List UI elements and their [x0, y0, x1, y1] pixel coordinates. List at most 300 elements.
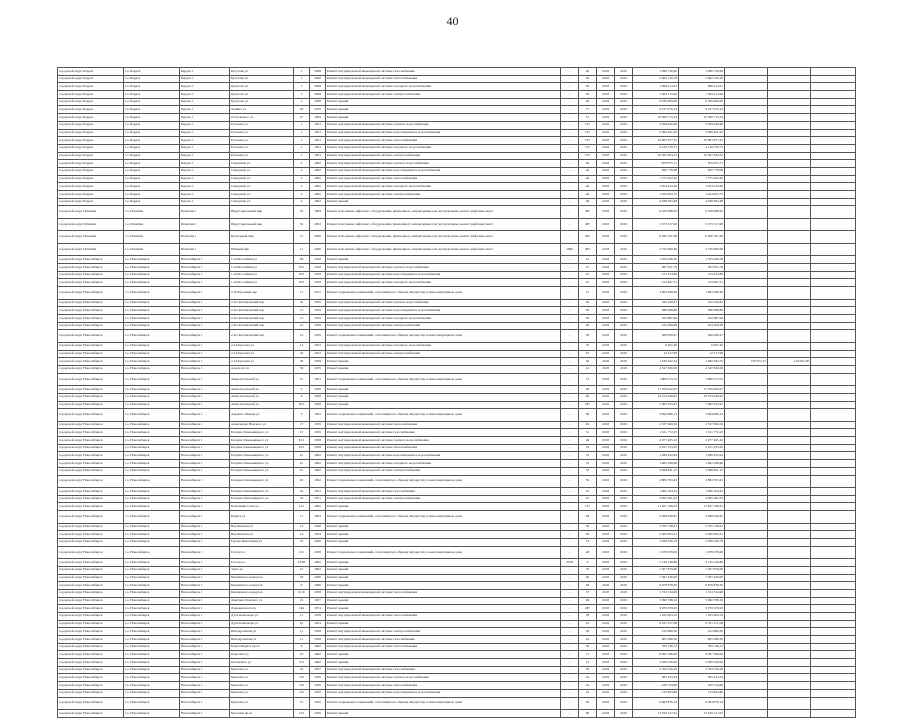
table-cell: 32: [294, 299, 310, 307]
table-cell: 2018: [597, 106, 615, 114]
table-cell: 7 207 879,00: [679, 566, 725, 574]
table-cell: 1 006 164,43: [679, 488, 725, 496]
table-cell: Богдана Хмельницкого ул: [230, 475, 294, 488]
table-cell: [725, 467, 768, 475]
table-cell: 487: [579, 218, 597, 231]
table-cell: [768, 605, 811, 613]
table-cell: -: [561, 589, 579, 597]
table-cell: 3 039 320,00: [633, 659, 679, 667]
table-cell: 9: [579, 559, 597, 567]
table-cell: городской округ Новосибирск: [58, 628, 124, 636]
table-cell: 2 289 926,81: [679, 511, 725, 524]
table-cell: Крылова ул: [230, 674, 294, 682]
table-cell: городской округ Новосибирск: [58, 666, 124, 674]
table-cell: [811, 191, 856, 199]
table-cell: 58: [579, 612, 597, 620]
table-cell: [811, 231, 856, 244]
table-cell: Бердск г: [180, 152, 230, 160]
table-cell: -: [561, 91, 579, 99]
table-cell: г.о. Бердск: [124, 68, 180, 76]
table-cell: 2018: [597, 121, 615, 129]
table-cell: Ремонт крыши: [326, 106, 561, 114]
table-cell: Ремонт внутридомовой инженерной системы электроснабжения: [326, 628, 561, 636]
table-cell: [725, 198, 768, 206]
table-cell: [811, 409, 856, 422]
table-cell: 1 024 093,75: [633, 191, 679, 199]
table-cell: 1 289 452,94: [679, 452, 725, 460]
table-row: [58, 511, 856, 524]
table-cell: 10 597 624,12: [633, 152, 679, 160]
table-cell: 1959: [310, 315, 326, 323]
table-cell: Новосибирск г: [180, 437, 230, 445]
table-cell: Ремонт крыши: [326, 98, 561, 106]
table-cell: 4 547 630,00: [679, 365, 725, 373]
table-cell: 2019: [615, 183, 633, 191]
table-cell: Богдана Хмельницкого ул: [230, 488, 294, 496]
table-cell: 33/1: [294, 264, 310, 272]
table-cell: 11: [294, 612, 310, 620]
table-cell: 2018: [597, 129, 615, 137]
table-cell: 6 039 669,00: [633, 98, 679, 106]
table-cell: г.о. Новосибирск: [124, 710, 180, 718]
table-cell: 1 724 744,99: [679, 589, 725, 597]
table-cell: [811, 582, 856, 590]
table-cell: Новосибирск г: [180, 546, 230, 559]
table-cell: [768, 279, 811, 287]
table-cell: городской округ Новосибирск: [58, 287, 124, 300]
table-cell: [811, 167, 856, 175]
table-cell: Новосибирск г: [180, 495, 230, 503]
table-cell: 53: [579, 460, 597, 468]
table-cell: [811, 206, 856, 219]
table-cell: Индустриальный мкр: [230, 218, 294, 231]
table-cell: Ремонт внутридомовой инженерной системы электроснабжения: [326, 495, 561, 503]
table-cell: 15 619 127,61: [633, 710, 679, 718]
table-cell: 1 384 213,90: [679, 91, 725, 99]
table-cell: [725, 322, 768, 330]
table-cell: -: [561, 322, 579, 330]
table-cell: -: [561, 612, 579, 620]
table-cell: Новосибирск г: [180, 256, 230, 264]
table-cell: [811, 452, 856, 460]
table-cell: 2 936 336,76: [633, 538, 679, 546]
table-cell: 1 662 298,66: [633, 460, 679, 468]
table-cell: 5/5: [294, 659, 310, 667]
table-cell: 4 048 363,48: [633, 198, 679, 206]
table-cell: 4 547 630,00: [633, 365, 679, 373]
table-cell: -: [561, 503, 579, 511]
table-cell: г.о. Новосибирск: [124, 358, 180, 366]
table-cell: 1 678 976,06: [679, 546, 725, 559]
table-row: [58, 243, 856, 256]
table-row: [58, 452, 856, 460]
table-cell: 2 662 159,16: [679, 75, 725, 83]
table-cell: городской округ Новосибирск: [58, 495, 124, 503]
table-cell: 2019: [615, 330, 633, 343]
table-cell: городской округ Новосибирск: [58, 659, 124, 667]
table-cell: городской округ Новосибирск: [58, 401, 124, 409]
table-row: [58, 315, 856, 323]
table-cell: 2019: [615, 421, 633, 429]
table-cell: [725, 83, 768, 91]
table-cell: 40: [579, 307, 597, 315]
table-cell: 783 746,72: [679, 643, 725, 651]
table-cell: городской округ Бердск: [58, 91, 124, 99]
table-cell: 5 990 768,16: [633, 597, 679, 605]
table-cell: -: [561, 628, 579, 636]
table-cell: 34: [294, 350, 310, 358]
table-cell: Новосибирск г: [180, 393, 230, 401]
table-cell: г.о. Новосибирск: [124, 531, 180, 539]
table-cell: 1948: [310, 523, 326, 531]
table-cell: 1958: [310, 589, 326, 597]
table-cell: Ремонт или замена лифтового оборудования, признанного непригодным для эксплуатации, ремонт лифтовых шахт: [326, 206, 561, 219]
table-cell: [725, 437, 768, 445]
table-cell: 1961: [310, 409, 326, 422]
table-cell: 2 795 748,61: [679, 523, 725, 531]
table-cell: [725, 488, 768, 496]
table-cell: городской округ Новосибирск: [58, 467, 124, 475]
table-cell: 2019: [615, 121, 633, 129]
table-cell: Гоголя ул: [230, 546, 294, 559]
table-cell: 7 497 436,00: [679, 574, 725, 582]
table-cell: 1: [294, 144, 310, 152]
table-cell: г.о. Новосибирск: [124, 651, 180, 659]
table-cell: [725, 307, 768, 315]
table-cell: [768, 68, 811, 76]
table-cell: Новосибирск г: [180, 531, 230, 539]
table-cell: г.о. Новосибирск: [124, 659, 180, 667]
table-cell: 2 337 606,56: [679, 421, 725, 429]
table-cell: Кирпичного переулок: [230, 589, 294, 597]
table-cell: 72а: [294, 682, 310, 690]
table-cell: Новосибирск г: [180, 409, 230, 422]
table-cell: Новосибирск г: [180, 460, 230, 468]
table-cell: городской округ Новосибирск: [58, 421, 124, 429]
table-cell: г.о. Новосибирск: [124, 589, 180, 597]
table-cell: 2018: [597, 144, 615, 152]
table-cell: Ремонт внутридомовой инженерной системы горячего водоснабжения: [326, 264, 561, 272]
table-cell: 1959: [310, 429, 326, 437]
table-cell: Подгорный мкр: [230, 231, 294, 244]
table-cell: 2-я Портовая ул: [230, 358, 294, 366]
table-cell: 6 039 669,00: [679, 98, 725, 106]
table-cell: 107: [579, 129, 597, 137]
table-cell: Новосибирск г: [180, 538, 230, 546]
table-row: [58, 605, 856, 613]
table-cell: Ремонт крыши: [326, 582, 561, 590]
table-cell: 2018: [597, 307, 615, 315]
table-cell: Ремонт подвальных помещений, относящихся к общему имуществу в многоквартирном доме: [326, 697, 561, 710]
table-cell: городской округ Бердск: [58, 121, 124, 129]
table-cell: 1 289 452,94: [633, 452, 679, 460]
table-cell: 7 962 033,47: [633, 401, 679, 409]
table-row: [58, 682, 856, 690]
table-cell: [768, 538, 811, 546]
table-cell: 40: [579, 75, 597, 83]
table-cell: Крылова ул: [230, 689, 294, 697]
table-cell: городской округ Бердск: [58, 68, 124, 76]
table-cell: -: [561, 175, 579, 183]
table-cell: 50: [579, 475, 597, 488]
table-cell: городской округ Искитим: [58, 231, 124, 244]
table-cell: 2018: [597, 710, 615, 718]
table-cell: 1 724 744,99: [633, 589, 679, 597]
table-cell: г.о. Новосибирск: [124, 597, 180, 605]
table-cell: Ремонт крыши: [326, 393, 561, 401]
table-cell: 15: [294, 429, 310, 437]
table-cell: 18: [294, 574, 310, 582]
table-row: [58, 198, 856, 206]
table-cell: 5 373 317,28: [633, 218, 679, 231]
table-cell: Новосибирск г: [180, 574, 230, 582]
table-cell: Новосибирск г: [180, 697, 230, 710]
table-cell: городской округ Новосибирск: [58, 358, 124, 366]
table-cell: Ремонт крыши: [326, 559, 561, 567]
table-cell: 383 434,34: [679, 674, 725, 682]
table-cell: 1959: [310, 307, 326, 315]
table-cell: 3 750 609,60: [679, 243, 725, 256]
table-cell: 6 260 791,96: [633, 231, 679, 244]
table-cell: городской округ Новосибирск: [58, 710, 124, 718]
table-cell: 28: [294, 256, 310, 264]
table-cell: [811, 612, 856, 620]
table-cell: [768, 83, 811, 91]
table-cell: 2019: [615, 287, 633, 300]
table-cell: 2019: [615, 628, 633, 636]
table-cell: Бердск г: [180, 144, 230, 152]
table-cell: 1918: [310, 271, 326, 279]
table-cell: [768, 191, 811, 199]
table-cell: 2018: [597, 628, 615, 636]
table-cell: 9 181 377,08: [633, 620, 679, 628]
table-cell: г.о. Новосибирск: [124, 605, 180, 613]
table-cell: 1962: [310, 452, 326, 460]
table-cell: 1917: [310, 287, 326, 300]
table-cell: [768, 299, 811, 307]
table-cell: [725, 299, 768, 307]
table-cell: [811, 538, 856, 546]
table-cell: 1968: [310, 91, 326, 99]
table-cell: [768, 651, 811, 659]
table-cell: 41: [294, 452, 310, 460]
table-cell: [725, 659, 768, 667]
table-cell: г.о. Бердск: [124, 167, 180, 175]
table-cell: [811, 299, 856, 307]
table-cell: 1974: [310, 605, 326, 613]
table-cell: городской округ Новосибирск: [58, 315, 124, 323]
table-cell: [811, 218, 856, 231]
table-cell: 9 237 976,14: [633, 106, 679, 114]
table-cell: -: [561, 538, 579, 546]
table-cell: [725, 271, 768, 279]
table-cell: 1 165 904,19: [679, 612, 725, 620]
table-cell: Богдана Хмельницкого ул: [230, 437, 294, 445]
table-cell: -: [561, 429, 579, 437]
table-cell: [725, 697, 768, 710]
table-cell: [725, 144, 768, 152]
table-cell: 1: [294, 121, 310, 129]
table-cell: [725, 475, 768, 488]
table-cell: [768, 231, 811, 244]
table-cell: городской округ Бердск: [58, 183, 124, 191]
table-cell: [768, 160, 811, 168]
table-cell: 2019: [615, 531, 633, 539]
table-cell: 10 605 877,25: [633, 137, 679, 145]
table-cell: 2018: [597, 437, 615, 445]
table-cell: Новосибирск г: [180, 636, 230, 644]
table-cell: Авиастроителей ул: [230, 393, 294, 401]
table-cell: -: [561, 488, 579, 496]
table-cell: г.о. Новосибирск: [124, 495, 180, 503]
table-cell: г.о. Новосибирск: [124, 401, 180, 409]
table-cell: 2019: [615, 559, 633, 567]
table-cell: 2018: [597, 175, 615, 183]
table-cell: городской округ Бердск: [58, 198, 124, 206]
table-cell: г.о. Новосибирск: [124, 475, 180, 488]
table-cell: 387 051,79: [679, 264, 725, 272]
table-cell: 2019: [615, 636, 633, 644]
table-cell: Ремонт внутридомовой инженерной системы водоотведения и водоснабжения: [326, 271, 561, 279]
table-cell: 876 975,71: [633, 160, 679, 168]
table-cell: Свердлова ул: [230, 160, 294, 168]
table-cell: 67: [579, 350, 597, 358]
table-cell: 7 497 436,00: [633, 574, 679, 582]
table-cell: 2018: [597, 546, 615, 559]
table-cell: Ремонт внутридомовой инженерной системы электроснабжения: [326, 191, 561, 199]
table-cell: городской округ Бердск: [58, 191, 124, 199]
table-row: [58, 574, 856, 582]
table-cell: городской округ Новосибирск: [58, 612, 124, 620]
table-cell: -: [561, 315, 579, 323]
table-cell: 50: [579, 358, 597, 366]
table-cell: 1 806 273,74: [633, 373, 679, 386]
table-cell: 2018: [597, 218, 615, 231]
table-cell: Ремонт внутридомовой инженерной системы теплоснабжения: [326, 612, 561, 620]
table-cell: Адриена Лежена ул: [230, 409, 294, 422]
table-cell: 46: [579, 167, 597, 175]
table-cell: Ремонт внутридомовой инженерной системы холодного водоснабжения: [326, 144, 561, 152]
table-cell: городской округ Бердск: [58, 137, 124, 145]
table-cell: [811, 401, 856, 409]
table-cell: [768, 256, 811, 264]
table-cell: 845 778,98: [679, 167, 725, 175]
table-cell: 1991: [310, 152, 326, 160]
table-cell: Кутузова ул: [230, 91, 294, 99]
table-cell: Крылова ул: [230, 697, 294, 710]
table-cell: [768, 444, 811, 452]
table-body: [58, 68, 856, 718]
table-cell: [768, 628, 811, 636]
table-cell: 1956: [310, 710, 326, 718]
table-cell: [725, 605, 768, 613]
table-cell: 2018: [597, 531, 615, 539]
table-cell: 1 705 946,56: [679, 256, 725, 264]
table-cell: г.о. Новосибирск: [124, 503, 180, 511]
table-cell: Рогачева ул: [230, 144, 294, 152]
table-row: [58, 183, 856, 191]
table-cell: [811, 689, 856, 697]
table-cell: 1-я Шоссейная ул: [230, 256, 294, 264]
table-cell: городской округ Новосибирск: [58, 589, 124, 597]
table-cell: 2019: [615, 206, 633, 219]
table-cell: Ремонт внутридомовой инженерной системы теплоснабжения: [326, 444, 561, 452]
table-cell: [725, 350, 768, 358]
table-cell: 1959: [310, 299, 326, 307]
table-cell: Ремонт крыши: [326, 538, 561, 546]
table-cell: -: [561, 183, 579, 191]
table-cell: Новосибирск г: [180, 365, 230, 373]
table-cell: Карла Маркса пр-кт: [230, 643, 294, 651]
table-cell: 2019: [615, 503, 633, 511]
table-cell: 5 373 317,28: [679, 218, 725, 231]
table-cell: [768, 322, 811, 330]
table-cell: 1958: [310, 636, 326, 644]
table-cell: городской округ Новосибирск: [58, 605, 124, 613]
table-cell: г.о. Новосибирск: [124, 612, 180, 620]
table-cell: Новосибирск г: [180, 605, 230, 613]
table-cell: г.о. Бердск: [124, 121, 180, 129]
table-cell: Ремонт крыши: [326, 651, 561, 659]
table-cell: 1952: [310, 350, 326, 358]
table-cell: 40: [579, 91, 597, 99]
table-cell: [725, 452, 768, 460]
table-cell: 287: [579, 401, 597, 409]
table-cell: 2019: [615, 589, 633, 597]
table-cell: 71: [579, 651, 597, 659]
table-cell: 1991: [310, 121, 326, 129]
table-row: [58, 231, 856, 244]
table-cell: 2 884 763,43: [679, 475, 725, 488]
table-cell: -: [561, 620, 579, 628]
table-cell: -: [561, 160, 579, 168]
table-cell: 31: [579, 287, 597, 300]
table-cell: [725, 689, 768, 697]
table-cell: [768, 503, 811, 511]
table-cell: Ремонт крыши: [326, 574, 561, 582]
table-cell: Ремонт внутридомовой инженерной системы холодного водоснабжения: [326, 315, 561, 323]
table-cell: [725, 91, 768, 99]
table-cell: [811, 175, 856, 183]
table-cell: 2018: [597, 243, 615, 256]
table-cell: 47: [579, 264, 597, 272]
table-cell: городской округ Новосибирск: [58, 620, 124, 628]
table-cell: 2018: [597, 503, 615, 511]
table-cell: 40: [579, 437, 597, 445]
table-cell: Ремонт крыши: [326, 597, 561, 605]
table-cell: [768, 452, 811, 460]
table-cell: Новосибирск г: [180, 666, 230, 674]
table-cell: Новосибирск г: [180, 612, 230, 620]
table-row: [58, 488, 856, 496]
table-cell: г.о. Бердск: [124, 183, 180, 191]
table-cell: 2019: [615, 460, 633, 468]
table-cell: Бердск г: [180, 137, 230, 145]
table-cell: 4 129 379,75: [679, 144, 725, 152]
table-cell: 1962: [310, 160, 326, 168]
table-cell: 107: [579, 152, 597, 160]
table-cell: городской округ Новосибирск: [58, 444, 124, 452]
table-cell: 2019: [615, 523, 633, 531]
table-cell: 1962: [310, 175, 326, 183]
table-cell: 4 048 363,48: [679, 198, 725, 206]
table-cell: Новосибирск г: [180, 264, 230, 272]
table-cell: [768, 307, 811, 315]
table-cell: -: [561, 83, 579, 91]
table-cell: 2 662 159,16: [633, 75, 679, 83]
table-cell: городской округ Бердск: [58, 75, 124, 83]
table-cell: Ремонт внутридомовой инженерной системы водоотведения и водоснабжения: [326, 689, 561, 697]
